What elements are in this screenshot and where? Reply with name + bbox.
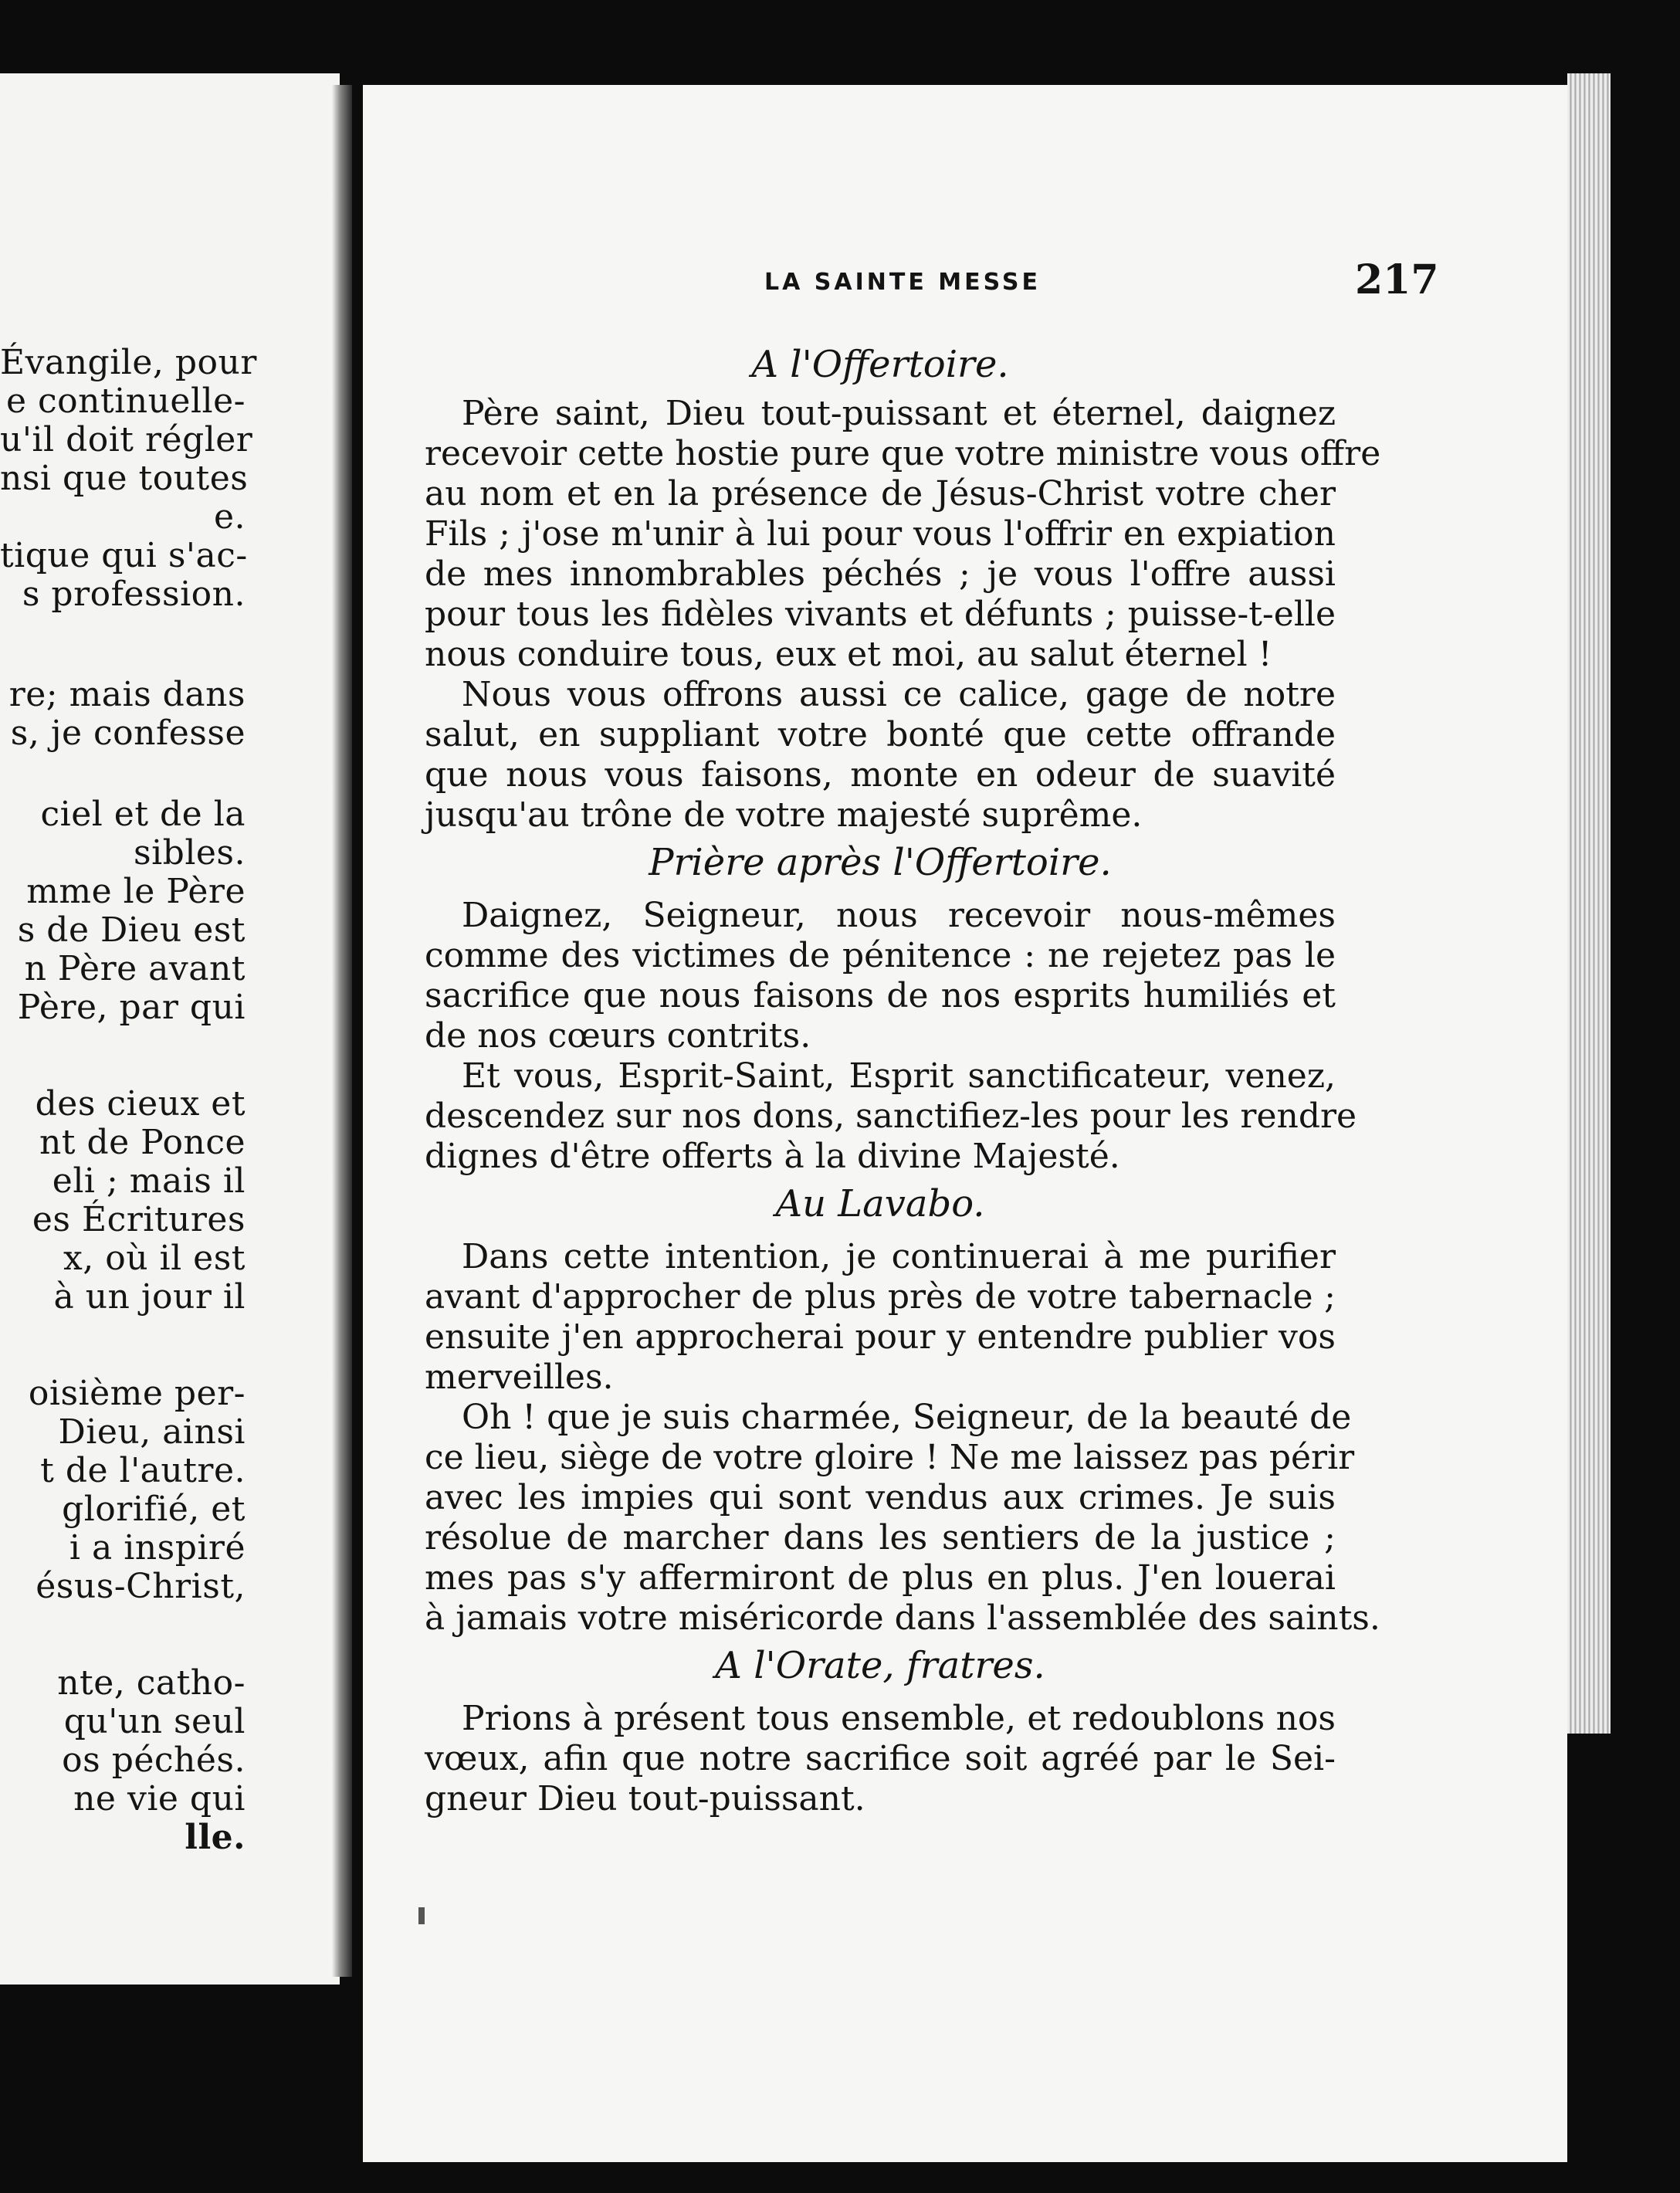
- left-line: glorifié, et: [62, 1490, 246, 1529]
- text-line: comme des victimes de pénitence : ne rejetez pas le: [425, 936, 1336, 975]
- left-line: tique qui s'ac-: [0, 536, 248, 575]
- left-line: u'il doit régler: [0, 420, 253, 459]
- left-line: e.: [213, 497, 246, 537]
- text-line: pour tous les fidèles vivants et défunts ; puisse-t-elle: [425, 595, 1336, 634]
- text-line: nous conduire tous, eux et moi, au salut éternel !: [425, 635, 1272, 674]
- left-line: t de l'autre.: [40, 1451, 246, 1490]
- text-line: résolue de marcher dans les sentiers de la justice ;: [425, 1518, 1336, 1557]
- left-line: n Père avant: [24, 949, 246, 988]
- left-line: nte, catho-: [57, 1663, 246, 1703]
- text-line: avant d'approcher de plus près de votre tabernacle ;: [425, 1277, 1336, 1317]
- left-line: ne vie qui: [73, 1779, 246, 1818]
- text-line: Oh ! que je suis charmée, Seigneur, de la beauté de: [462, 1398, 1352, 1437]
- left-line: x, où il est: [63, 1239, 246, 1278]
- left-line: ésus-Christ,: [36, 1567, 246, 1606]
- text-line: à jamais votre miséricorde dans l'assemblée des saints.: [425, 1598, 1380, 1638]
- right-page: [363, 85, 1567, 2162]
- left-line: s profession.: [22, 575, 246, 614]
- left-line: re; mais dans: [8, 675, 246, 714]
- left-line: os péchés.: [62, 1741, 246, 1780]
- text-line: au nom et en la présence de Jésus-Christ votre cher: [425, 474, 1336, 514]
- text-line: gneur Dieu tout-puissant.: [425, 1779, 865, 1818]
- left-line: i a inspiré: [69, 1528, 246, 1568]
- text-line: dignes d'être offerts à la divine Majesté.: [425, 1137, 1120, 1176]
- text-line: salut, en suppliant votre bonté que cette offrande: [425, 715, 1336, 754]
- left-line: s, je confesse: [10, 713, 246, 753]
- section-heading: A l'Offertoire.: [751, 343, 1009, 386]
- left-line: s de Dieu est: [17, 910, 246, 950]
- page-edge: [1567, 73, 1611, 1734]
- left-line: ciel et de la: [40, 795, 246, 834]
- page-number: 217: [1355, 256, 1439, 303]
- text-line: vœux, afin que notre sacrifice soit agréé par le Sei-: [425, 1739, 1336, 1778]
- text-line: descendez sur nos dons, sanctifiez-les pour les rendre: [425, 1096, 1357, 1136]
- left-line: oisième per-: [28, 1374, 246, 1413]
- left-line: e continuelle-: [5, 381, 246, 421]
- text-line: de nos cœurs contrits.: [425, 1016, 811, 1056]
- left-line: lle.: [185, 1818, 246, 1857]
- left-line: Dieu, ainsi: [58, 1412, 246, 1452]
- left-line: Père, par qui: [17, 988, 246, 1027]
- text-line: recevoir cette hostie pure que votre ministre vous offre: [425, 434, 1381, 473]
- left-line: qu'un seul: [63, 1702, 246, 1741]
- text-line: merveilles.: [425, 1357, 614, 1397]
- text-line: que nous vous faisons, monte en odeur de suavité: [425, 755, 1336, 795]
- section-heading: Au Lavabo.: [775, 1182, 985, 1225]
- text-line: ce lieu, siège de votre gloire ! Ne me laissez pas périr: [425, 1438, 1355, 1477]
- text-line: Daignez, Seigneur, nous recevoir nous-mêmes: [462, 896, 1336, 935]
- text-line: avec les impies qui sont vendus aux crimes. Je suis: [425, 1478, 1336, 1517]
- left-line: eli ; mais il: [52, 1161, 246, 1201]
- text-line: Dans cette intention, je continuerai à me purifier: [462, 1237, 1336, 1276]
- text-line: mes pas s'y affermiront de plus en plus. J'en louerai: [425, 1558, 1336, 1598]
- text-line: jusqu'au trône de votre majesté suprême.: [425, 795, 1143, 835]
- left-line: à un jour il: [53, 1277, 246, 1317]
- left-line: Évangile, pour: [0, 343, 257, 382]
- book-gutter: [332, 85, 352, 1977]
- text-line: Fils ; j'ose m'unir à lui pour vous l'offrir en expiation: [425, 514, 1336, 554]
- text-line: sacrifice que nous faisons de nos esprits humiliés et: [425, 976, 1336, 1015]
- text-line: ensuite j'en approcherai pour y entendre publier vos: [425, 1317, 1336, 1357]
- left-line: mme le Père: [26, 872, 246, 911]
- text-line: Père saint, Dieu tout-puissant et éternel, daignez: [462, 394, 1336, 433]
- left-line: nsi que toutes: [0, 459, 249, 498]
- left-page: [0, 73, 340, 1985]
- ink-speck: [418, 1907, 425, 1924]
- text-line: Et vous, Esprit-Saint, Esprit sanctificateur, venez,: [462, 1056, 1336, 1096]
- text-line: Prions à présent tous ensemble, et redoublons nos: [462, 1699, 1336, 1738]
- section-heading: A l'Orate, fratres.: [715, 1644, 1045, 1687]
- text-line: Nous vous offrons aussi ce calice, gage de notre: [462, 675, 1336, 714]
- text-line: de mes innombrables péchés ; je vous l'offre aussi: [425, 554, 1336, 594]
- section-heading: Prière après l'Offertoire.: [649, 841, 1112, 884]
- running-head: LA SAINTE MESSE: [764, 269, 1041, 296]
- left-line: es Écritures: [32, 1200, 246, 1239]
- left-line: des cieux et: [35, 1084, 246, 1124]
- left-line: sibles.: [134, 833, 246, 873]
- left-line: nt de Ponce: [39, 1123, 246, 1162]
